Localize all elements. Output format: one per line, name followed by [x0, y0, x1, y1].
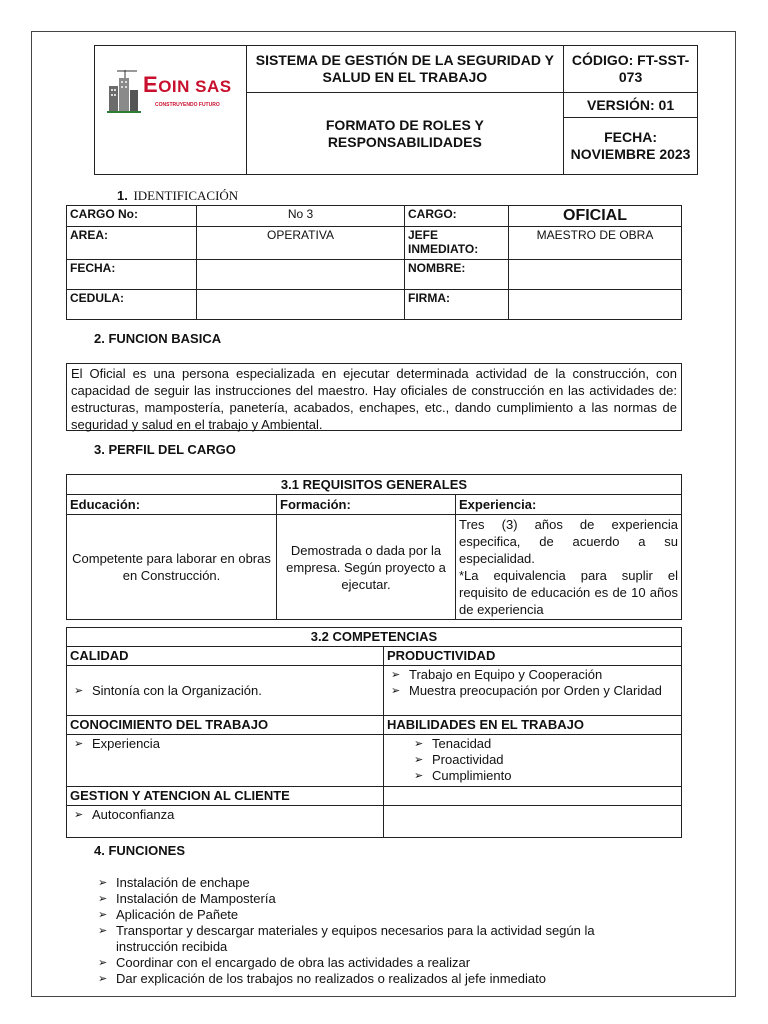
- job-title: OFICIAL: [509, 206, 682, 227]
- document-header: [94, 45, 698, 175]
- training-text: Demostrada o dada por la empresa. Según proyecto a ejecutar.: [277, 515, 456, 620]
- section-basic-function-title: 2. FUNCION BASICA: [94, 331, 222, 346]
- experience-text: Tres (3) años de experiencia especifica, de acuerdo a su especialidad. *La equivalencia para suplir el requisito de educación es de 10 años de experiencia: [456, 515, 682, 620]
- basic-function-text: El Oficial es una persona especializada en ejecutar determinada actividad de la construcción, con capacidad de seguir las instrucciones del maestro. Hay oficiales de construcción en las actividades de: estructuras, mampostería, panetería, acabados, enchapes, etc., dando cumplimiento a las normas de seguridad y salud en el trabajo y Ambiental.: [66, 363, 682, 431]
- quality-list: [67, 666, 384, 716]
- productivity-header: PRODUCTIVIDAD: [384, 647, 682, 666]
- list-item: ➢ Coordinar con el encargado de obra las actividades a realizar: [94, 955, 654, 971]
- table-row: FECHA: NOMBRE:: [67, 260, 682, 290]
- competencies-table: [66, 627, 682, 838]
- knowledge-header: CONOCIMIENTO DEL TRABAJO: [67, 716, 384, 735]
- functions-list: [94, 875, 654, 987]
- logo-cell: [95, 46, 247, 175]
- requirements-title: 3.1 REQUISITOS GENERALES: [67, 475, 682, 495]
- requirements-table: [66, 474, 682, 620]
- list-item: ➢ Experiencia: [70, 736, 380, 752]
- list-item: ➢ Autoconfianza: [70, 807, 380, 823]
- list-item: ➢ Sintonía con la Organización.: [70, 683, 380, 699]
- education-header: Educación:: [67, 495, 277, 515]
- section-profile-title: 3. PERFIL DEL CARGO: [94, 442, 236, 457]
- list-item: ➢ Proactividad: [410, 752, 678, 768]
- productivity-list: [384, 666, 682, 716]
- skills-list: [384, 735, 682, 787]
- skills-header: HABILIDADES EN EL TRABAJO: [384, 716, 682, 735]
- document-version: VERSIÓN: 01: [564, 93, 698, 118]
- education-text: Competente para laborar en obras en Construcción.: [67, 515, 277, 620]
- company-tagline: CONSTRUYENDO FUTURO: [155, 102, 220, 108]
- experience-header: Experiencia:: [456, 495, 682, 515]
- list-item: ➢ Trabajo en Equipo y Cooperación: [387, 667, 678, 683]
- list-item: ➢ Transportar y descargar materiales y equipos necesarios para la actividad según la instrucción recibida: [94, 923, 654, 955]
- list-item: ➢ Instalación de Mampostería: [94, 891, 654, 907]
- list-item: ➢ Cumplimiento: [410, 768, 678, 784]
- list-item: ➢ Muestra preocupación por Orden y Claridad: [387, 683, 678, 699]
- list-item: ➢ Instalación de enchape: [94, 875, 654, 891]
- identification-table: [66, 205, 682, 320]
- section-functions-title: 4. FUNCIONES: [94, 843, 186, 858]
- table-row: AREA: OPERATIVA JEFE INMEDIATO: MAESTRO DE OBRA: [67, 227, 682, 260]
- format-title: FORMATO DE ROLES Y RESPONSABILIDADES: [246, 93, 564, 175]
- list-item: ➢ Aplicación de Pañete: [94, 907, 654, 923]
- competencies-title: 3.2 COMPETENCIAS: [67, 628, 682, 647]
- system-title: SISTEMA DE GESTIÓN DE LA SEGURIDAD Y SALUD EN EL TRABAJO: [246, 46, 564, 93]
- document-code: CÓDIGO: FT-SST-073: [564, 46, 698, 93]
- knowledge-list: [67, 735, 384, 787]
- table-row: CARGO No: No 3 CARGO: OFICIAL: [67, 206, 682, 227]
- table-row: CEDULA: FIRMA:: [67, 290, 682, 320]
- list-item: ➢ Tenacidad: [410, 736, 678, 752]
- document-date: FECHA: NOVIEMBRE 2023: [564, 118, 698, 175]
- training-header: Formación:: [277, 495, 456, 515]
- list-item: ➢ Dar explicación de los trabajos no realizados o realizados al jefe inmediato: [94, 971, 654, 987]
- service-list: [67, 806, 384, 838]
- quality-header: CALIDAD: [67, 647, 384, 666]
- empty-cell: [384, 806, 682, 838]
- section-identification-title: 1. IDENTIFICACIÓN: [117, 188, 239, 203]
- service-header: GESTION Y ATENCION AL CLIENTE: [67, 787, 384, 806]
- company-logo: EOIN SAS: [143, 72, 232, 97]
- empty-cell: [384, 787, 682, 806]
